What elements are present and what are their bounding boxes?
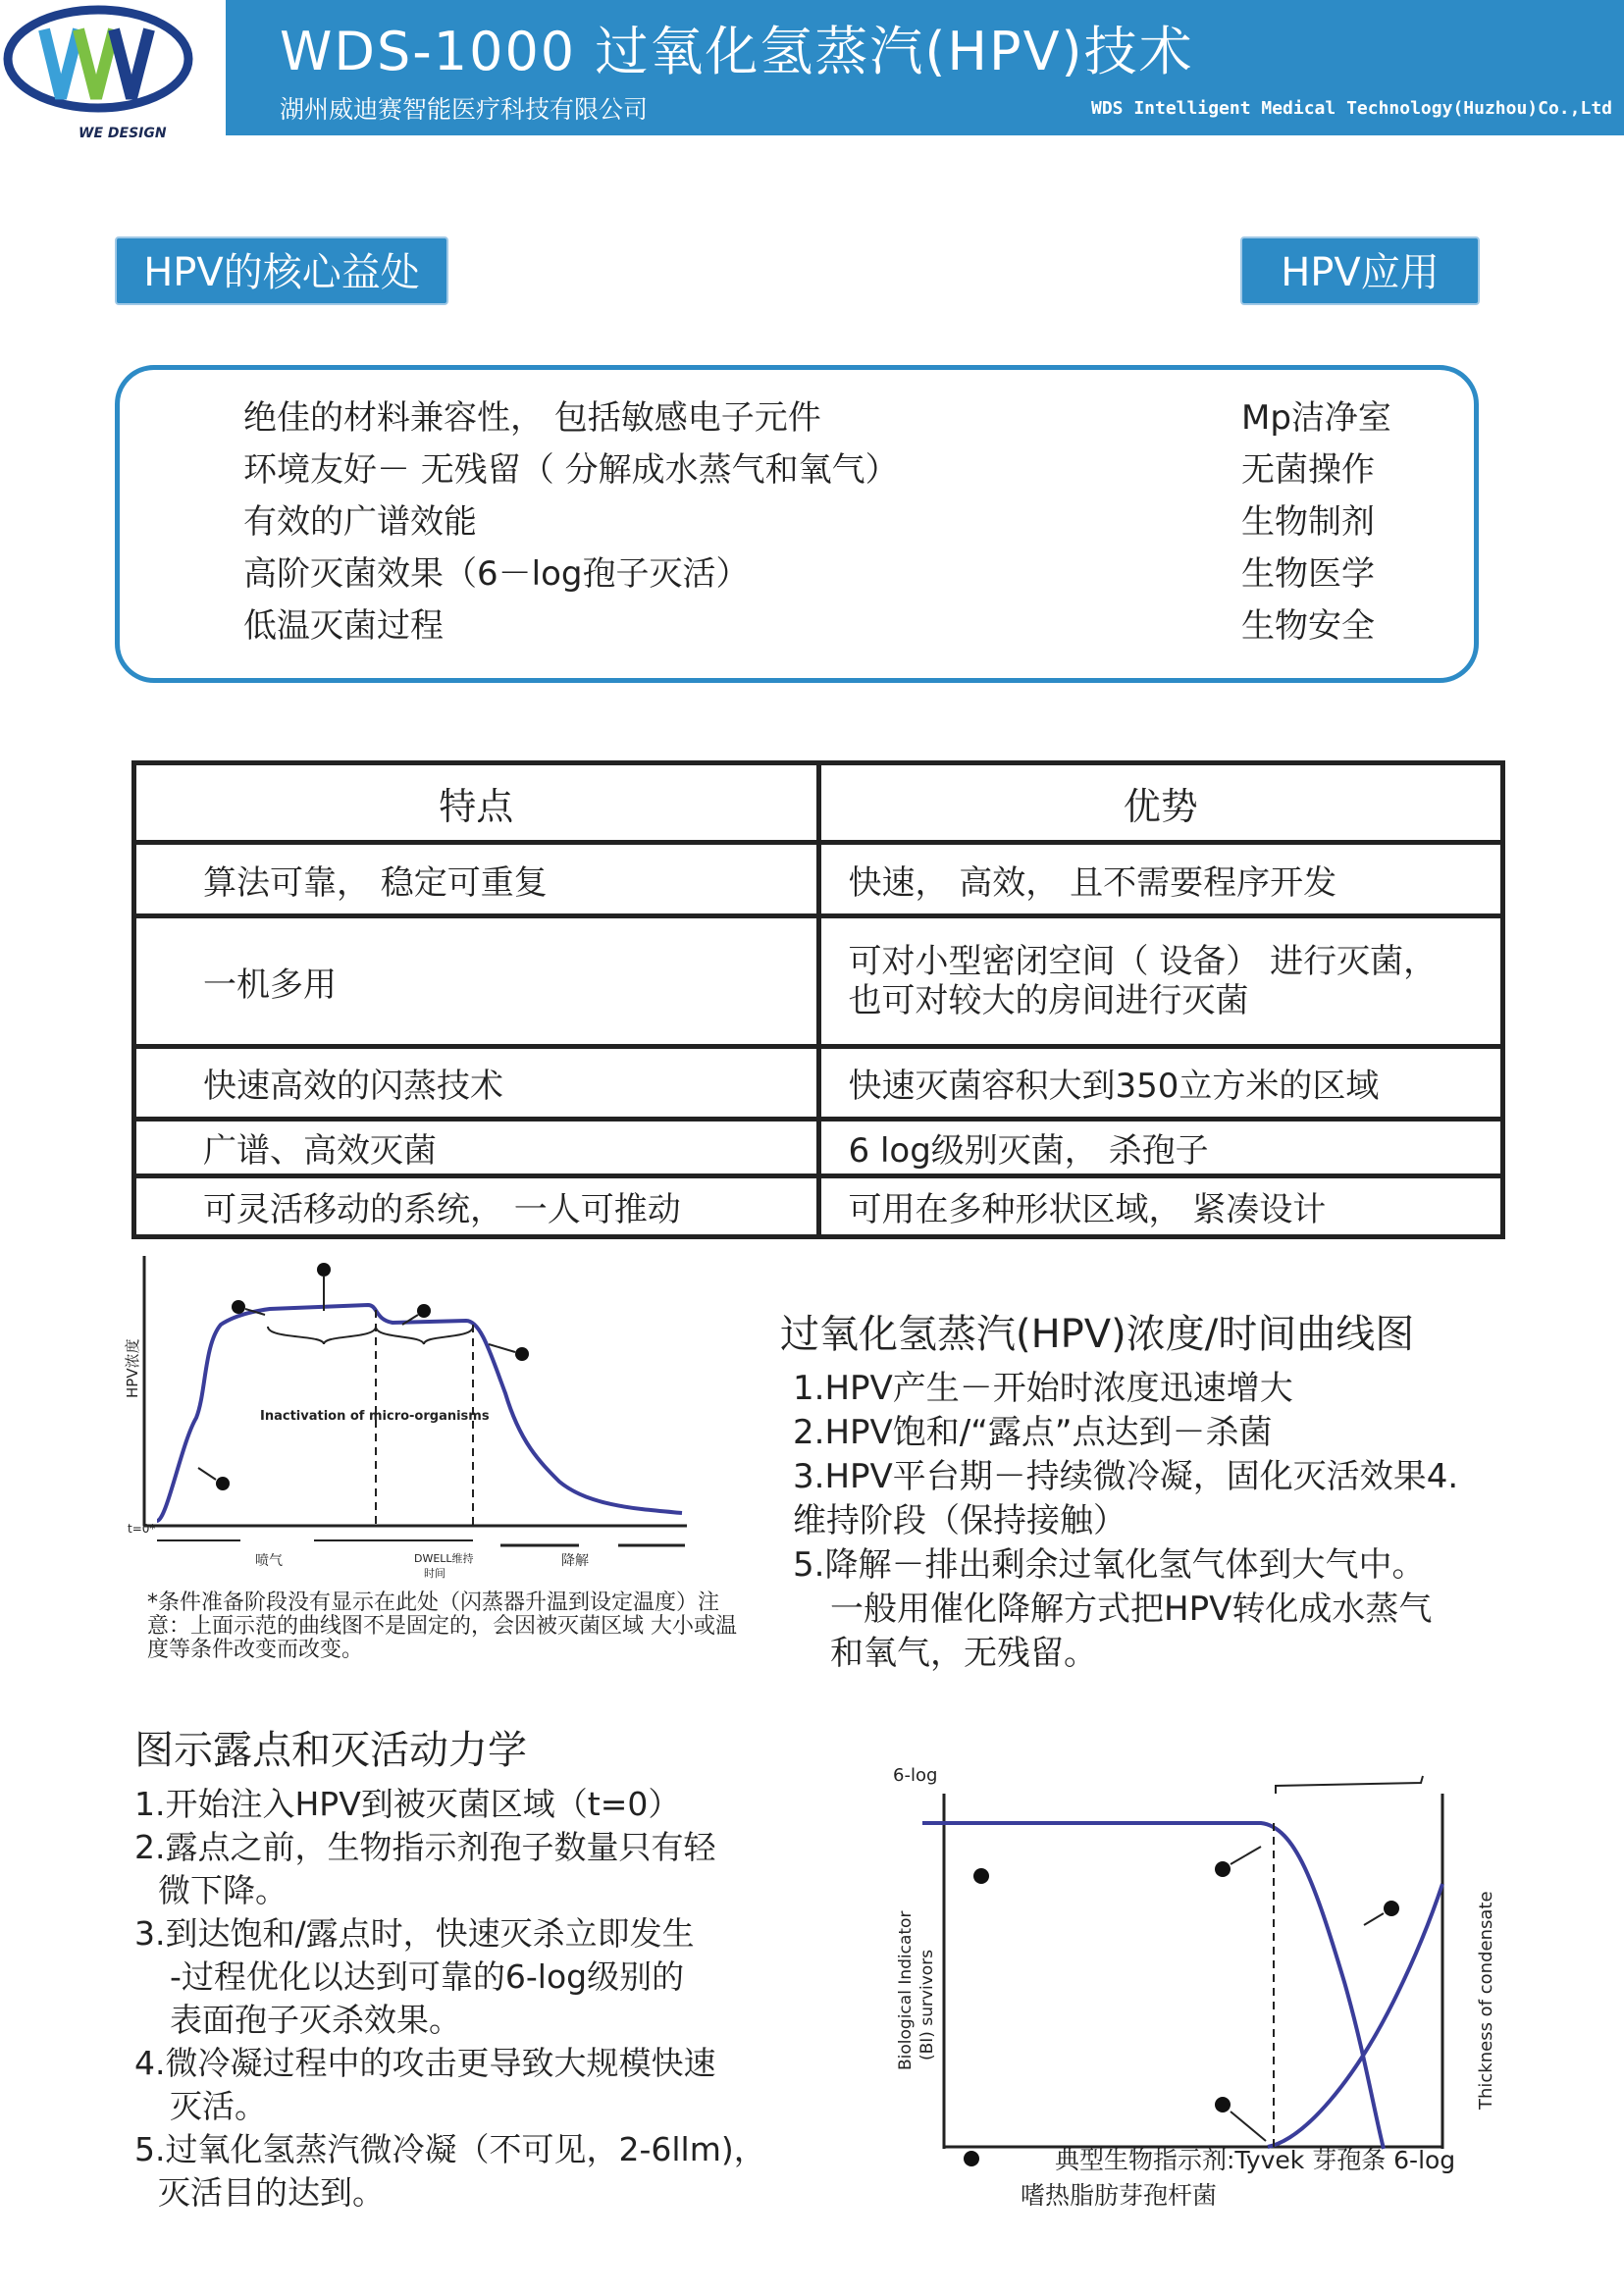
dew-notes: [134, 1783, 766, 2215]
dew-section-title: 图示露点和灭活动力学: [134, 1728, 527, 1773]
dew-note-line: 3.到达饱和/露点时，快速灭杀立即发生: [134, 1914, 695, 1953]
y-left-label: Biological Indicator: [896, 1910, 916, 2070]
phase-label: DWELL维持: [414, 1552, 474, 1565]
phase-label: 时间: [424, 1567, 445, 1580]
dew-note-line: 灭活目的达到。: [158, 2173, 385, 2212]
callout-arrow: [1231, 1847, 1261, 1864]
table-cell: 可用在多种形状区域， 紧凑设计: [818, 1176, 1503, 1237]
callout-arrow: [489, 1344, 515, 1352]
bracket-line: [1276, 1776, 1423, 1794]
table-cell: 可灵活移动的系统， 一人可推动: [134, 1176, 819, 1237]
callout-dot: [515, 1347, 529, 1361]
table-row: [134, 1120, 1503, 1176]
application-item: 生物医学: [1241, 554, 1375, 594]
applications-list: [1241, 392, 1391, 652]
curve-notes: [793, 1367, 1458, 1676]
inactivation-label: Inactivation of micro-organisms: [260, 1409, 490, 1424]
y-right-label: Thickness of condensate: [1476, 1891, 1496, 2110]
dew-note-line: 表面孢子灭杀效果。: [170, 2001, 461, 2039]
application-item: Mp洁净室: [1241, 398, 1391, 438]
top-left-label: 6-log: [893, 1765, 938, 1786]
curve-note-line: 2.HPV饱和/“露点”点达到－杀菌: [793, 1413, 1273, 1452]
callout-dot: [417, 1304, 431, 1318]
benefits-list: [243, 392, 899, 652]
dew-note-line: 2.露点之前，生物指示剂孢子数量只有轻: [134, 1828, 716, 1866]
dew-note-line: 1.开始注入HPV到被灭菌区域（t=0）: [134, 1785, 681, 1823]
curve-note-line: 一般用催化降解方式把HPV转化成水蒸气: [830, 1590, 1433, 1629]
page-title: WDS-1000 过氧化氢蒸汽(HPV)技术: [280, 21, 1194, 82]
inactivation-brace: [268, 1327, 376, 1344]
curve-section-title: 过氧化氢蒸汽(HPV)浓度/时间曲线图: [780, 1312, 1415, 1357]
table-cell: 算法可靠， 稳定可重复: [134, 843, 819, 916]
application-item: 生物安全: [1241, 606, 1375, 646]
table-header-features: 特点: [134, 763, 819, 843]
callout-dot: [1384, 1901, 1399, 1916]
benefit-item: 低温灭菌过程: [243, 606, 444, 646]
callout-dot: [1215, 1861, 1231, 1877]
dew-note-line: -过程优化以达到可靠的6-log级别的: [170, 1957, 685, 1996]
benefit-item: 绝佳的材料兼容性， 包括敏感电子元件: [243, 398, 821, 438]
table-cell: 快速灭菌容积大到350立方米的区域: [818, 1047, 1503, 1120]
table-cell: 广谱、高效灭菌: [134, 1120, 819, 1176]
features-table: [131, 760, 1505, 1239]
benefits-heading: HPV的核心益处: [115, 236, 448, 305]
y-left-sub-label: (BI) survivors: [917, 1949, 937, 2060]
table-cell: 快速高效的闪蒸技术: [134, 1047, 819, 1120]
dew-point-diagram: [883, 1756, 1511, 2227]
company-name-cn: 湖州威迪赛智能医疗科技有限公司: [280, 95, 649, 124]
company-name-en: WDS Intelligent Medical Technology(Huzhou)Co.,Ltd: [1090, 98, 1612, 119]
table-header-advantages: 优势: [818, 763, 1503, 843]
callout-dot: [317, 1263, 331, 1277]
phase-label: 喷气: [255, 1553, 283, 1569]
table-cell: 可对小型密闭空间（ 设备） 进行灭菌， 也可对较大的房间进行灭菌: [818, 916, 1503, 1047]
benefit-item: 高阶灭菌效果（6－log孢子灭活）: [243, 554, 750, 594]
application-item: 生物制剂: [1241, 502, 1375, 542]
dew-note-line: 微下降。: [158, 1871, 288, 1909]
benefit-item: 有效的广谱效能: [243, 502, 477, 542]
callout-dot: [1215, 2097, 1231, 2112]
table-row: [134, 1047, 1503, 1120]
callout-arrow: [1364, 1913, 1384, 1925]
curve-note-line: 和氧气，无残留。: [830, 1634, 1097, 1673]
bi-survivor-curve: [922, 1823, 1384, 2149]
callout-dot: [973, 1868, 989, 1884]
curve-note-line: 维持阶段（保持接触）: [793, 1501, 1126, 1540]
curve-note-line: 3.HPV平台期－持续微冷凝，固化灭活效果4.: [793, 1457, 1459, 1496]
y-axis-label: HPV浓度: [124, 1338, 141, 1398]
dew-note-line: 5.过氧化氢蒸汽微冷凝（不可见，2-6llm)，: [134, 2130, 766, 2168]
curve-note-line: 1.HPV产生－开始时浓度迅速增大: [793, 1369, 1293, 1408]
hpv-curve-diagram: [124, 1246, 716, 1590]
origin-label: t=0*: [128, 1522, 156, 1536]
table-cell: 快速， 高效， 且不需要程序开发: [818, 843, 1503, 916]
applications-heading: HPV应用: [1240, 236, 1480, 305]
table-cell: 一机多用: [134, 916, 819, 1047]
table-header-row: [134, 763, 1503, 843]
callout-arrow: [198, 1468, 216, 1480]
application-item: 无菌操作: [1241, 450, 1375, 490]
callout-arrow: [1231, 2112, 1266, 2141]
dew-note-line: 4.微冷凝过程中的攻击更导致大规模快速: [134, 2044, 716, 2082]
dew-note-line: 灭活。: [170, 2087, 267, 2125]
logo-caption: WE DESIGN: [79, 126, 167, 141]
curve-note-line: 5.降解－排出剩余过氧化氢气体到大气中。: [793, 1545, 1426, 1585]
callout-dot: [216, 1477, 230, 1490]
inactivation-brace: [376, 1327, 473, 1344]
curve-footnote: *条件准备阶段没有显示在此处（闪蒸器升温到设定温度）注意：上面示范的曲线图不是固定的，会因被灭菌区域 大小或温度等条件改变而改变。: [147, 1591, 737, 1662]
phase-label: 降解: [561, 1553, 589, 1569]
bottom-caption-2: 嗜热脂肪芽孢杆菌: [1021, 2181, 1218, 2210]
table-row: [134, 1176, 1503, 1237]
table-row: [134, 916, 1503, 1047]
bottom-caption: 典型生物指示剂:Tyvek 芽孢条 6-log: [1055, 2146, 1456, 2174]
benefit-item: 环境友好－ 无残留（ 分解成水蒸气和氧气）: [243, 450, 899, 490]
table-row: [134, 843, 1503, 916]
callout-dot: [232, 1300, 245, 1314]
callout-dot: [964, 2151, 979, 2166]
table-cell: 6 log级别灭菌， 杀孢子: [818, 1120, 1503, 1176]
